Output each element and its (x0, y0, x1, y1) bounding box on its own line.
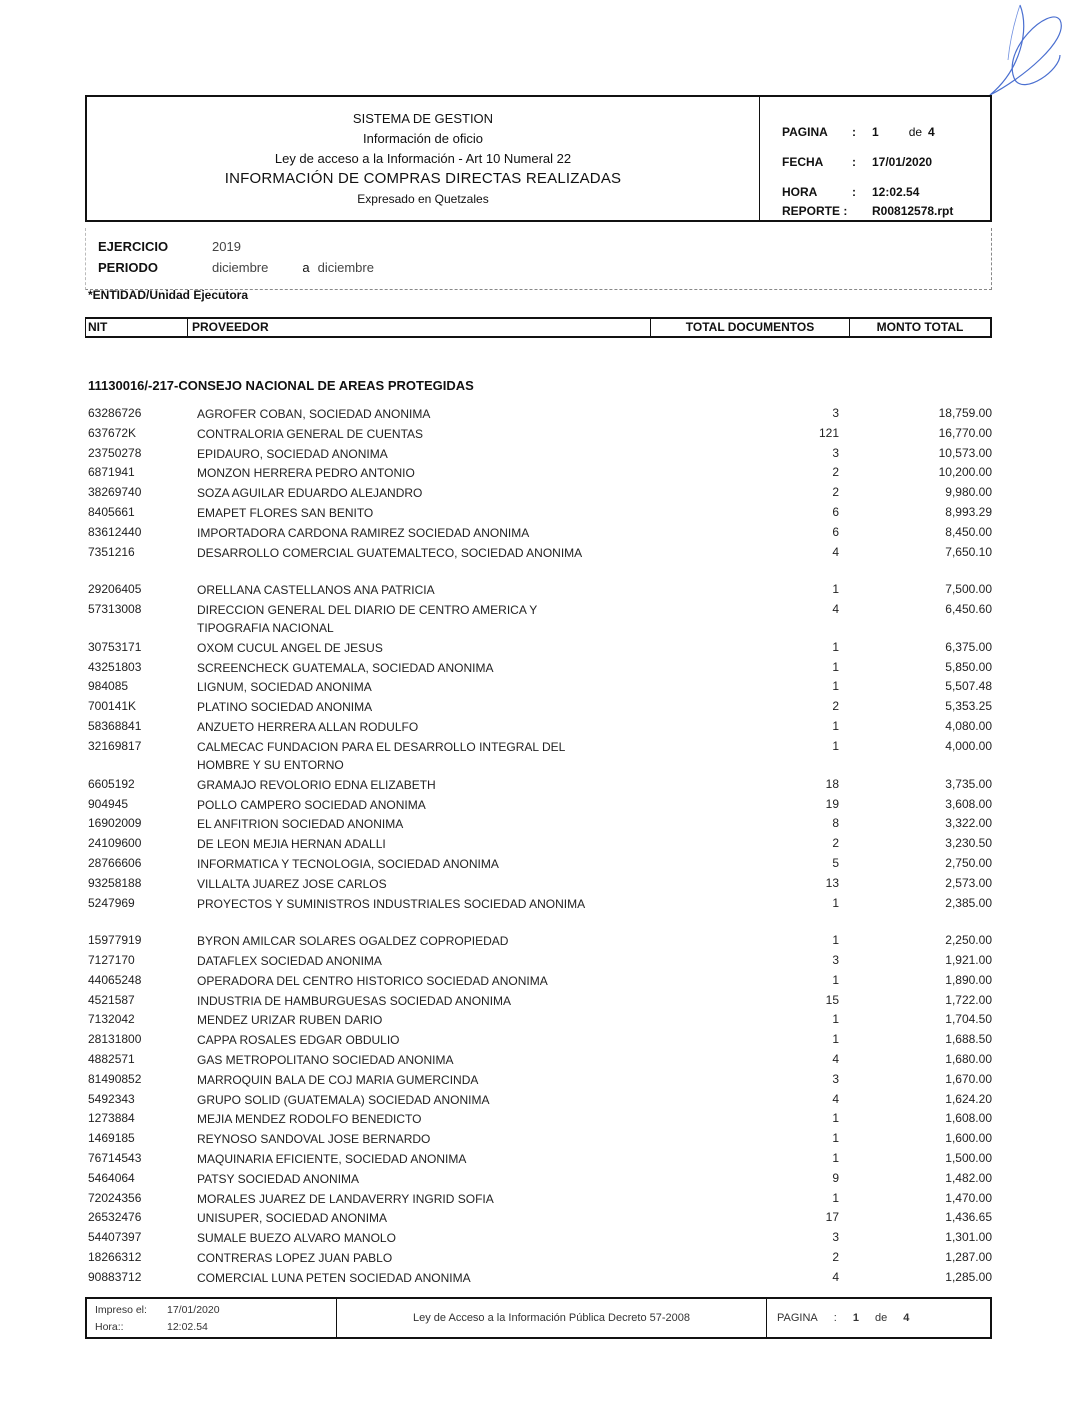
documentos-cell: 1 (832, 639, 839, 654)
proveedor-cell: DE LEON MEJIA HERNAN ADALLI (197, 837, 386, 852)
ejercicio-label: EJERCICIO (98, 239, 169, 254)
table-row (88, 1228, 992, 1248)
documentos-cell: 8 (832, 816, 839, 831)
documentos-cell: 1 (832, 659, 839, 674)
table-row (88, 795, 992, 815)
nit-cell: 904945 (88, 796, 129, 811)
nit-cell: 83612440 (88, 524, 142, 539)
proveedor-cell: MONZON HERRERA PEDRO ANTONIO (197, 466, 415, 481)
periodo-from: diciembre (212, 260, 269, 275)
ejercicio-value: 2019 (212, 239, 241, 254)
nit-cell: 43251803 (88, 659, 142, 674)
nit-cell: 4882571 (88, 1051, 135, 1066)
nit-cell: 28766606 (88, 856, 142, 871)
footer-law-text: Ley de Acceso a la Información Pública Decreto 57-2008 (337, 1299, 767, 1337)
proveedor-cell: EMAPET FLORES SAN BENITO (197, 505, 374, 520)
monto-cell: 9,980.00 (945, 485, 992, 500)
nit-cell: 93258188 (88, 875, 142, 890)
monto-cell: 3,230.50 (945, 836, 992, 851)
table-row (88, 1248, 992, 1268)
proveedor-cell: INDUSTRIA DE HAMBURGUESAS SOCIEDAD ANONIMA (197, 993, 512, 1008)
nit-cell: 5492343 (88, 1091, 135, 1106)
nit-cell: 30753171 (88, 639, 142, 654)
signature-mark (960, 0, 1070, 110)
documentos-cell: 9 (832, 1170, 839, 1185)
monto-cell: 7,650.10 (945, 544, 992, 559)
proveedor-cell: PLATINO SOCIEDAD ANONIMA (197, 700, 373, 715)
proveedor-cell: POLLO CAMPERO SOCIEDAD ANONIMA (197, 797, 426, 812)
documentos-cell: 3 (832, 445, 839, 460)
periodo-to: diciembre (317, 260, 374, 275)
monto-cell: 2,385.00 (945, 895, 992, 910)
report-title-block (87, 97, 760, 220)
proveedor-cell: SCREENCHECK GUATEMALA, SOCIEDAD ANONIMA (197, 660, 494, 675)
pagina-value: 1 (872, 125, 879, 139)
proveedor-cell: MORALES JUAREZ DE LANDAVERRY INGRID SOFIA (197, 1191, 494, 1206)
monto-cell: 1,921.00 (945, 952, 992, 967)
report-title: INFORMACIÓN DE COMPRAS DIRECTAS REALIZADAS (224, 170, 622, 187)
nit-cell: 54407397 (88, 1230, 142, 1245)
monto-cell: 5,353.25 (945, 699, 992, 714)
documentos-cell: 3 (832, 406, 839, 420)
report-subtitle: Información de oficio (363, 131, 483, 146)
table-row (88, 503, 992, 523)
table-row (88, 951, 992, 971)
monto-cell: 1,436.65 (945, 1210, 992, 1225)
nit-cell: 28131800 (88, 1032, 142, 1047)
documentos-cell: 121 (818, 425, 839, 440)
documentos-cell: 2 (832, 836, 839, 851)
monto-cell: 2,573.00 (945, 875, 992, 890)
impreso-value: 17/01/2020 (167, 1304, 220, 1316)
monto-cell: 2,750.00 (945, 856, 992, 871)
proveedor-cell: VILLALTA JUAREZ JOSE CARLOS (197, 876, 387, 891)
documentos-cell: 3 (832, 1230, 839, 1245)
documentos-cell: 4 (832, 601, 839, 616)
documentos-cell: 4 (832, 544, 839, 559)
monto-cell: 1,287.00 (945, 1249, 992, 1264)
column-monto-total: MONTO TOTAL (876, 320, 964, 334)
table-row (88, 523, 992, 543)
proveedor-cell: SOZA AGUILAR EDUARDO ALEJANDRO (197, 486, 423, 501)
footer-page-value: 1 (852, 1312, 859, 1324)
hora-value: 12:02.54 (872, 185, 920, 199)
nit-cell: 5247969 (88, 895, 135, 910)
monto-cell: 1,608.00 (945, 1111, 992, 1126)
table-row (88, 444, 992, 464)
table-row (88, 1109, 992, 1129)
impreso-label: Impreso el: (95, 1304, 147, 1316)
nit-cell: 76714543 (88, 1150, 142, 1165)
documentos-cell: 1 (832, 1131, 839, 1146)
proveedor-cell: OXOM CUCUL ANGEL DE JESUS (197, 640, 383, 655)
pagina-label: PAGINA (782, 125, 828, 139)
proveedor-cell: DESARROLLO COMERCIAL GUATEMALTECO, SOCIEDAD ANONIMA (197, 545, 583, 560)
nit-cell: 5464064 (88, 1170, 135, 1185)
period-filter: EJERCICIO 2019 PERIODO diciembre a diciembre (85, 228, 992, 290)
documentos-cell: 18 (825, 776, 839, 791)
monto-cell: 4,080.00 (945, 719, 992, 734)
proveedor-cell: CAPPA ROSALES EDGAR OBDULIO (197, 1033, 400, 1048)
monto-cell: 7,500.00 (945, 582, 992, 597)
nit-cell: 984085 (88, 679, 129, 694)
column-nit: NIT (86, 319, 188, 336)
proveedor-cell: GRUPO SOLID (GUATEMALA) SOCIEDAD ANONIMA (197, 1092, 490, 1107)
documentos-cell: 3 (832, 952, 839, 967)
table-row (88, 463, 992, 483)
nit-cell: 57313008 (88, 601, 142, 616)
nit-cell: 90883712 (88, 1269, 142, 1284)
nit-cell: 1273884 (88, 1111, 135, 1126)
table-row (88, 814, 992, 834)
table-row (88, 717, 992, 737)
report-id-info (782, 201, 990, 221)
law-reference: Ley de acceso a la Información - Art 10 Numeral 22 (274, 151, 572, 166)
nit-cell: 15977919 (88, 933, 142, 948)
table-row (88, 543, 992, 581)
nit-cell: 8405661 (88, 504, 135, 519)
monto-cell: 8,450.00 (945, 524, 992, 539)
monto-cell: 16,770.00 (938, 425, 992, 440)
proveedor-cell: MENDEZ URIZAR RUBEN DARIO (197, 1013, 383, 1028)
monto-cell: 8,993.29 (945, 504, 992, 519)
proveedor-cell: EL ANFITRION SOCIEDAD ANONIMA (197, 817, 404, 832)
table-row (88, 1169, 992, 1189)
nit-cell: 23750278 (88, 445, 142, 460)
reporte-label: REPORTE : (782, 204, 848, 218)
documentos-cell: 1 (832, 582, 839, 597)
documentos-cell: 3 (832, 1071, 839, 1086)
proveedor-cell: IMPORTADORA CARDONA RAMIREZ SOCIEDAD ANONIMA (197, 525, 530, 540)
monto-cell: 5,507.48 (945, 679, 992, 694)
system-name: SISTEMA DE GESTION (352, 111, 494, 126)
footer-hora-label: Hora:: (95, 1321, 124, 1333)
date-info: FECHA : 17/01/2020 (782, 147, 990, 177)
documentos-cell: 1 (832, 933, 839, 948)
documentos-cell: 15 (825, 992, 839, 1007)
table-row (88, 1149, 992, 1169)
proveedor-cell: COMERCIAL LUNA PETEN SOCIEDAD ANONIMA (197, 1270, 471, 1285)
proveedor-cell: MARROQUIN BALA DE COJ MARIA GUMERCINDA (197, 1072, 479, 1087)
proveedor-cell: LIGNUM, SOCIEDAD ANONIMA (197, 680, 372, 695)
nit-cell: 700141K (88, 699, 137, 714)
print-info (87, 1299, 337, 1337)
table-row (88, 931, 992, 951)
documentos-cell: 1 (832, 972, 839, 987)
proveedor-cell: CONTRERAS LOPEZ JUAN PABLO (197, 1250, 393, 1265)
documentos-cell: 1 (832, 719, 839, 734)
documentos-cell: 6 (832, 504, 839, 519)
monto-cell: 3,322.00 (945, 816, 992, 831)
proveedor-cell: CALMECAC FUNDACION PARA EL DESARROLLO INTEGRAL DEL HOMBRE Y SU ENTORNO (197, 739, 565, 773)
table-row (88, 1268, 992, 1288)
documentos-cell: 13 (825, 875, 839, 890)
proveedor-cell: DIRECCION GENERAL DEL DIARIO DE CENTRO AMERICA Y TIPOGRAFIA NACIONAL (197, 602, 538, 636)
nit-cell: 24109600 (88, 836, 142, 851)
monto-cell: 1,624.20 (945, 1091, 992, 1106)
table-row (88, 404, 992, 424)
documentos-cell: 1 (832, 1012, 839, 1027)
proveedor-cell: MAQUINARIA EFICIENTE, SOCIEDAD ANONIMA (197, 1151, 467, 1166)
table-row (88, 854, 992, 874)
documentos-cell: 4 (832, 1051, 839, 1066)
monto-cell: 10,200.00 (938, 465, 992, 480)
table-row (88, 874, 992, 894)
documentos-cell: 2 (832, 1249, 839, 1264)
documentos-cell: 1 (832, 1190, 839, 1205)
monto-cell: 1,500.00 (945, 1150, 992, 1165)
currency-note: Expresado en Quetzales (357, 192, 489, 206)
table-row (88, 483, 992, 503)
table-row (88, 1208, 992, 1228)
monto-cell: 1,301.00 (945, 1230, 992, 1245)
proveedor-cell: MEJIA MENDEZ RODOLFO BENEDICTO (197, 1112, 422, 1127)
purchases-table (88, 404, 992, 1287)
proveedor-cell: PROYECTOS Y SUMINISTROS INDUSTRIALES SOCIEDAD ANONIMA (197, 896, 586, 911)
table-header (85, 317, 992, 338)
nit-cell: 6605192 (88, 776, 135, 791)
documentos-cell: 1 (832, 738, 839, 753)
proveedor-cell: AGROFER COBAN, SOCIEDAD ANONIMA (197, 407, 431, 421)
nit-cell: 29206405 (88, 582, 142, 597)
monto-cell: 1,688.50 (945, 1032, 992, 1047)
table-row (88, 658, 992, 678)
monto-cell: 6,450.60 (945, 601, 992, 616)
nit-cell: 6871941 (88, 465, 135, 480)
table-row (88, 677, 992, 697)
table-row (88, 1090, 992, 1110)
monto-cell: 4,000.00 (945, 738, 992, 753)
proveedor-cell: INFORMATICA Y TECNOLOGIA, SOCIEDAD ANONIMA (197, 857, 499, 872)
nit-cell: 1469185 (88, 1131, 135, 1146)
table-row (88, 737, 992, 775)
page-footer (85, 1297, 992, 1339)
monto-cell: 1,670.00 (945, 1071, 992, 1086)
nit-cell: 18266312 (88, 1249, 142, 1264)
entity-title: 11130016/-217-CONSEJO NACIONAL DE AREAS PROTEGIDAS (88, 378, 474, 393)
footer-page-total: 4 (903, 1312, 910, 1324)
documentos-cell: 5 (832, 856, 839, 871)
documentos-cell: 17 (825, 1210, 839, 1225)
monto-cell: 1,680.00 (945, 1051, 992, 1066)
table-row (88, 1030, 992, 1050)
footer-page-info: PAGINA : 1 de 4 (767, 1299, 990, 1337)
proveedor-cell: UNISUPER, SOCIEDAD ANONIMA (197, 1211, 388, 1226)
monto-cell: 1,285.00 (945, 1269, 992, 1284)
hora-label: HORA (782, 185, 818, 199)
entidad-label: *ENTIDAD/Unidad Ejecutora (88, 288, 249, 302)
nit-cell: 38269740 (88, 485, 142, 500)
nit-cell: 26532476 (88, 1210, 142, 1225)
fecha-label: FECHA (782, 155, 824, 169)
table-row (88, 991, 992, 1011)
nit-cell: 58368841 (88, 719, 142, 734)
table-row (88, 1129, 992, 1149)
table-row (88, 1010, 992, 1030)
monto-cell: 1,470.00 (945, 1190, 992, 1205)
monto-cell: 3,735.00 (945, 776, 992, 791)
proveedor-cell: SUMALE BUEZO ALVARO MANOLO (197, 1231, 396, 1246)
nit-cell: 81490852 (88, 1071, 142, 1086)
nit-cell: 7127170 (88, 952, 135, 967)
proveedor-cell: GAS METROPOLITANO SOCIEDAD ANONIMA (197, 1052, 454, 1067)
table-row (88, 697, 992, 717)
documentos-cell: 6 (832, 524, 839, 539)
documentos-cell: 4 (832, 1269, 839, 1284)
proveedor-cell: PATSY SOCIEDAD ANONIMA (197, 1171, 360, 1186)
fecha-value: 17/01/2020 (872, 155, 933, 169)
proveedor-cell: REYNOSO SANDOVAL JOSE BERNARDO (197, 1132, 431, 1147)
proveedor-cell: DATAFLEX SOCIEDAD ANONIMA (197, 953, 382, 968)
proveedor-cell: GRAMAJO REVOLORIO EDNA ELIZABETH (197, 777, 436, 792)
column-proveedor: PROVEEDOR (192, 320, 269, 334)
footer-hora-value: 12:02.54 (167, 1321, 208, 1333)
monto-cell: 5,850.00 (945, 659, 992, 674)
monto-cell: 1,482.00 (945, 1170, 992, 1185)
table-row (88, 1070, 992, 1090)
documentos-cell: 1 (832, 895, 839, 910)
documentos-cell: 2 (832, 465, 839, 480)
nit-cell: 72024356 (88, 1190, 142, 1205)
monto-cell: 2,250.00 (945, 933, 992, 948)
monto-cell: 6,375.00 (945, 639, 992, 654)
table-row (88, 1189, 992, 1209)
proveedor-cell: BYRON AMILCAR SOLARES OGALDEZ COPROPIEDAD (197, 934, 509, 949)
report-meta-block (760, 97, 990, 220)
monto-cell: 10,573.00 (938, 445, 992, 460)
nit-cell: 637672K (88, 425, 137, 440)
nit-cell: 44065248 (88, 972, 142, 987)
table-row (88, 600, 992, 638)
periodo-label: PERIODO (98, 260, 158, 275)
nit-cell: 32169817 (88, 738, 142, 753)
documentos-cell: 2 (832, 699, 839, 714)
time-info: HORA : 12:02.54 (782, 177, 990, 207)
documentos-cell: 1 (832, 679, 839, 694)
monto-cell: 1,600.00 (945, 1131, 992, 1146)
proveedor-cell: OPERADORA DEL CENTRO HISTORICO SOCIEDAD ANONIMA (197, 973, 548, 988)
table-row (88, 775, 992, 795)
monto-cell: 1,722.00 (945, 992, 992, 1007)
documentos-cell: 4 (832, 1091, 839, 1106)
nit-cell: 7351216 (88, 544, 135, 559)
proveedor-cell: EPIDAURO, SOCIEDAD ANONIMA (197, 446, 388, 461)
documentos-cell: 19 (825, 796, 839, 811)
table-row (88, 424, 992, 444)
proveedor-cell: ANZUETO HERRERA ALLAN RODULFO (197, 720, 419, 735)
table-row (88, 580, 992, 600)
column-total-documentos: TOTAL DOCUMENTOS (650, 319, 850, 336)
table-row (88, 1050, 992, 1070)
nit-cell: 4521587 (88, 992, 135, 1007)
report-header (85, 95, 992, 222)
monto-cell: 3,608.00 (945, 796, 992, 811)
proveedor-cell: ORELLANA CASTELLANOS ANA PATRICIA (197, 583, 435, 598)
proveedor-cell: CONTRALORIA GENERAL DE CUENTAS (197, 426, 424, 441)
monto-cell: 1,704.50 (945, 1012, 992, 1027)
table-row (88, 894, 992, 932)
table-row (88, 834, 992, 854)
nit-cell: 16902009 (88, 816, 142, 831)
table-row (88, 638, 992, 658)
nit-cell: 63286726 (88, 406, 142, 420)
monto-cell: 18,759.00 (938, 406, 992, 420)
documentos-cell: 2 (832, 485, 839, 500)
reporte-value: R00812578.rpt (872, 204, 954, 218)
nit-cell: 7132042 (88, 1012, 135, 1027)
monto-cell: 1,890.00 (945, 972, 992, 987)
documentos-cell: 1 (832, 1150, 839, 1165)
table-row (88, 971, 992, 991)
documentos-cell: 1 (832, 1111, 839, 1126)
page-info: PAGINA : 1 de 4 (782, 117, 990, 147)
pagina-total: 4 (928, 125, 935, 139)
documentos-cell: 1 (832, 1032, 839, 1047)
